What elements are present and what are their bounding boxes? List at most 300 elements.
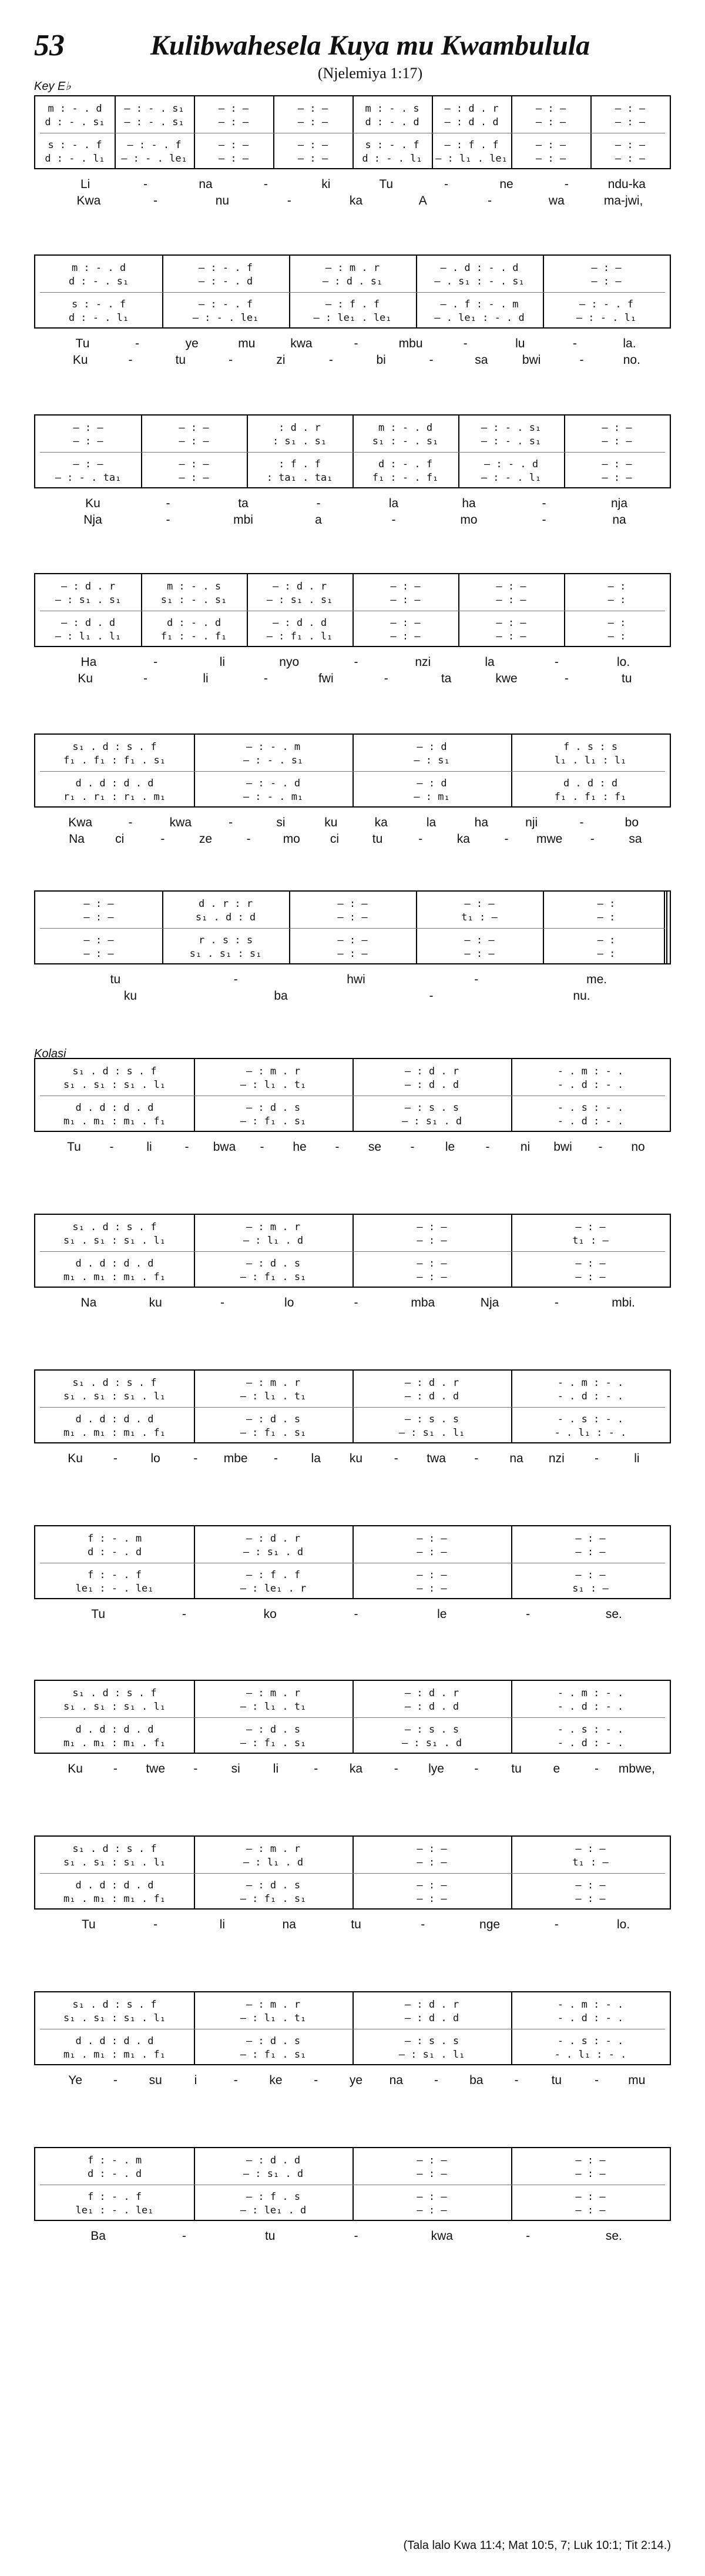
lyric-syllable: - [128, 353, 133, 367]
lyric-syllable: na [612, 513, 626, 527]
voice-row [35, 2012, 670, 2025]
note-group: — : — [83, 934, 114, 946]
note-group: — : — [179, 422, 209, 434]
note-group: — : d [417, 778, 447, 789]
note-group: s₁ . d : s . f [72, 741, 157, 753]
lyric-syllable: me. [586, 973, 607, 986]
note-group: t₁ : — [572, 1235, 609, 1247]
lyric-syllable: - [429, 353, 434, 367]
staff-box [34, 95, 671, 169]
lyric-syllable: - [128, 816, 133, 829]
lyric-syllable: ke [269, 2073, 283, 2087]
scripture-reference: (Njelemiya 1:17) [317, 65, 423, 82]
note-group: — : — [417, 1235, 447, 1247]
note-group: l₁ . l₁ : l₁ [554, 755, 627, 766]
lyric-syllable: na [199, 177, 213, 191]
lyric-syllable: su [149, 2073, 162, 2087]
lyric-syllable: - [109, 1140, 114, 1154]
lyric-line [34, 513, 671, 530]
voice-row [35, 947, 670, 960]
note-group: — : — [417, 1583, 447, 1594]
voice-divider [40, 452, 665, 453]
hymn-title: Kulibwahesela Kuya mu Kwambulula [150, 30, 590, 61]
note-group: : d . r [278, 422, 321, 434]
voice-row [35, 1426, 670, 1439]
note-group: — : m . r [246, 1843, 301, 1855]
lyric-syllable: na [389, 2073, 403, 2087]
lyric-syllable: - [182, 1607, 186, 1621]
music-system [34, 95, 671, 210]
note-group: — : [597, 948, 616, 960]
lyric-syllable: ka [456, 832, 470, 846]
lyric-syllable: sa [629, 832, 642, 846]
lyric-syllable: lye [428, 1762, 444, 1776]
lyric-syllable: - [384, 672, 388, 685]
lyric-syllable: mbi [233, 513, 253, 527]
lyric-syllable: - [504, 832, 509, 846]
note-group: — : — [83, 948, 114, 960]
voice-row [35, 897, 670, 910]
note-group: — : — [297, 103, 328, 115]
note-group: — : — [496, 581, 526, 592]
note-group: — : f . f [325, 299, 380, 310]
lyric-syllable: - [595, 1762, 599, 1776]
note-group: — : [597, 912, 616, 923]
note-group: d . d : d [563, 778, 618, 789]
note-group: — : — [417, 1569, 447, 1581]
staff-box [34, 2147, 671, 2221]
note-group: t₁ : — [461, 912, 498, 923]
note-group: — : — [575, 1880, 606, 1891]
lyric-syllable: nji [525, 816, 538, 829]
note-group: — : — [179, 436, 209, 447]
note-group: — : — [591, 262, 622, 274]
note-group: m : - . d [378, 422, 433, 434]
voice-divider [40, 928, 665, 929]
lyric-syllable: lo [150, 1452, 160, 1465]
note-group: - . d : - . [557, 1701, 624, 1713]
voice-row [35, 1998, 670, 2011]
lyric-syllable: Li [80, 177, 90, 191]
note-group: - . s : - . [557, 2035, 624, 2047]
lyric-syllable: si [276, 816, 286, 829]
note-group: — : — [417, 1258, 447, 1269]
note-group: — : — [73, 458, 103, 470]
lyric-syllable: ye [185, 337, 199, 350]
note-group: — : — [417, 1880, 447, 1891]
note-group: — : — [73, 422, 103, 434]
lyric-syllable: nzi [415, 655, 431, 669]
note-group: — : d . r [404, 1377, 459, 1389]
note-group: — : — [602, 458, 632, 470]
lyric-syllable: ta [238, 497, 249, 510]
note-group: d . d : d . d [75, 778, 154, 789]
note-group: — : - . l₁ [576, 312, 637, 324]
lyric-syllable: Nja [83, 513, 102, 527]
lyric-syllable: - [474, 1762, 479, 1776]
lyric-syllable: li [219, 1918, 226, 1931]
note-group: m₁ . m₁ : m₁ . f₁ [63, 1737, 166, 1749]
lyric-syllable: twe [146, 1762, 165, 1776]
note-group: — : - . le₁ [192, 312, 259, 324]
lyric-syllable: sa [475, 353, 488, 367]
note-group: — : — [464, 898, 495, 910]
note-group: — : — [535, 116, 566, 128]
lyric-line [34, 177, 671, 194]
lyric-syllable: Tu [379, 177, 394, 191]
lyric-syllable: nzi [548, 1452, 565, 1465]
lyric-syllable: ka [374, 816, 388, 829]
note-group: — : — [575, 2205, 606, 2216]
note-group: d : - . l₁ [45, 153, 105, 165]
note-group: — : d . d [61, 617, 116, 629]
note-group: s₁ . s₁ : s₁ . l₁ [63, 1857, 166, 1868]
note-group: — : — [575, 1258, 606, 1269]
lyric-syllable: ci [330, 832, 340, 846]
lyric-syllable: la. [623, 337, 636, 350]
note-group: m₁ . m₁ : m₁ . f₁ [63, 1893, 166, 1905]
lyric-syllable: - [554, 655, 559, 669]
note-group: d : - . d [87, 1546, 142, 1558]
note-group: — : d . s [246, 1258, 301, 1269]
note-group: - . m : - . [557, 1377, 624, 1389]
note-group: — : - . m [246, 741, 301, 753]
note-group: — : — [417, 2205, 447, 2216]
note-group: — : — [73, 436, 103, 447]
lyric-syllable: Ku [72, 353, 88, 367]
note-group: — : — [337, 948, 368, 960]
lyric-syllable: mbu [398, 337, 423, 350]
lyric-syllable: Tu [82, 1918, 96, 1931]
note-group: — : - . s₁ [124, 103, 184, 115]
note-group: — : s₁ . s₁ [266, 594, 333, 606]
lyric-syllable: li [203, 672, 209, 685]
lyric-syllable: na [282, 1918, 296, 1931]
lyric-line [34, 1452, 671, 1468]
note-group: — : s . s [404, 1413, 459, 1425]
lyric-syllable: - [394, 1452, 398, 1465]
voice-divider [40, 1873, 665, 1874]
note-group: — : s₁ . l₁ [398, 2049, 465, 2061]
note-group: s₁ . d : s . f [72, 1066, 157, 1077]
voice-row [35, 152, 670, 165]
note-group: — : — [337, 934, 368, 946]
lyric-syllable: Ha [80, 655, 97, 669]
voice-row [35, 1065, 670, 1078]
music-system [34, 1991, 671, 2090]
lyric-syllable: ba [274, 989, 288, 1003]
note-group: s₁ . d : s . f [72, 1999, 157, 2011]
lyric-syllable: Ye [68, 2073, 83, 2087]
note-group: — : s₁ . d [401, 1737, 462, 1749]
voice-divider [40, 1407, 665, 1408]
lyric-syllable: lo. [617, 1918, 630, 1931]
lyric-syllable: se [368, 1140, 382, 1154]
note-group: — : — [417, 1857, 447, 1868]
voice-row [35, 1856, 670, 1869]
lyric-syllable: ka [349, 194, 363, 207]
lyric-syllable: - [444, 177, 449, 191]
note-group: d : - . s₁ [45, 116, 105, 128]
voice-row [35, 1221, 670, 1234]
lyric-syllable: - [229, 353, 233, 367]
voice-row [35, 777, 670, 790]
lyric-syllable: A [418, 194, 427, 207]
note-group: — : — [615, 153, 646, 165]
lyric-syllable: no [631, 1140, 645, 1154]
note-group: - . l₁ : - . [554, 1427, 627, 1439]
note-group: — : - . m₁ [243, 791, 304, 803]
lyric-syllable: li [146, 1140, 152, 1154]
note-group: — : d . s [246, 2035, 301, 2047]
note-group: — : — [417, 1271, 447, 1283]
lyric-syllable: Kwa [68, 816, 93, 829]
note-group: — : s₁ . d [401, 1116, 462, 1127]
lyric-line [34, 989, 671, 1006]
music-system [34, 1214, 671, 1312]
note-group: — : d . s₁ [322, 276, 383, 287]
lyric-syllable: fwi [318, 672, 334, 685]
note-group: d : - . d [365, 116, 419, 128]
lyric-syllable: - [354, 337, 358, 350]
note-group: - . d : - . [557, 2012, 624, 2024]
note-group: d : - . l₁ [362, 153, 422, 165]
voice-row [35, 1115, 670, 1128]
lyric-syllable: la [426, 816, 437, 829]
note-group: — . le₁ : - . d [434, 312, 525, 324]
lyric-syllable: mbe [223, 1452, 248, 1465]
note-group: — : d [417, 741, 447, 753]
lyric-syllable: - [182, 2229, 186, 2243]
music-system [34, 2147, 671, 2246]
voice-row [35, 1101, 670, 1114]
note-group: f₁ . f₁ : f₁ [554, 791, 627, 803]
note-group: d . d : d . d [75, 1413, 154, 1425]
note-group: — : f₁ . l₁ [266, 631, 333, 642]
voice-row [35, 594, 670, 607]
note-group: — : d . r [404, 1999, 459, 2011]
lyric-syllable: - [314, 1762, 318, 1776]
note-group: — : d . r [61, 581, 116, 592]
voice-row [35, 2190, 670, 2203]
lyric-syllable: - [554, 1918, 559, 1931]
lyric-syllable: Ku [68, 1762, 83, 1776]
lyric-syllable: nge [479, 1918, 501, 1931]
lyric-syllable: - [514, 2073, 519, 2087]
lyric-syllable: le [437, 1607, 447, 1621]
note-group: — : — [575, 1569, 606, 1581]
voice-row [35, 1879, 670, 1892]
note-group: — : f₁ . s₁ [240, 1893, 307, 1905]
note-group: m : - . d [71, 262, 126, 274]
lyric-syllable: ku [349, 1452, 363, 1465]
note-group: - . d : - . [557, 1391, 624, 1402]
note-group: — : f . s [246, 2191, 301, 2203]
voice-row [35, 1569, 670, 1582]
lyric-syllable: - [246, 832, 251, 846]
note-group: — : - . s₁ [481, 436, 542, 447]
voice-row [35, 2048, 670, 2061]
lyric-syllable: - [166, 513, 170, 527]
lyric-syllable: ki [321, 177, 331, 191]
lyric-syllable: - [233, 973, 238, 986]
lyric-syllable: Na [69, 832, 85, 846]
lyric-syllable: ha [474, 816, 489, 829]
note-group: — : [597, 934, 616, 946]
music-system [34, 733, 671, 849]
voice-row [35, 1257, 670, 1270]
lyric-syllable: Kwa [76, 194, 101, 207]
note-group: — : — [615, 103, 646, 115]
lyric-syllable: - [354, 1296, 358, 1309]
note-group: — : f . f [246, 1569, 301, 1581]
note-group: — : [607, 581, 626, 592]
note-group: s₁ . s₁ : s₁ . l₁ [63, 1391, 166, 1402]
lyric-syllable: nu. [573, 989, 590, 1003]
lyric-syllable: mo [283, 832, 300, 846]
staff-box [34, 414, 671, 488]
note-group: - . m : - . [557, 1066, 624, 1077]
lyric-syllable: hwi [347, 973, 365, 986]
lyric-syllable: tu [551, 2073, 562, 2087]
lyric-syllable: se. [605, 1607, 622, 1621]
lyric-syllable: - [153, 194, 158, 207]
lyric-syllable: kwe [495, 672, 518, 685]
note-group: - . s : - . [557, 1724, 624, 1736]
note-group: — : d . s [246, 1880, 301, 1891]
lyric-syllable: - [394, 1762, 398, 1776]
note-group: — : — [390, 617, 421, 629]
lyric-syllable: ha [462, 497, 476, 510]
note-group: — : f₁ . s₁ [240, 1271, 307, 1283]
note-group: — : — [535, 103, 566, 115]
music-system [34, 1525, 671, 1624]
lyric-syllable: - [113, 2073, 118, 2087]
note-group: f₁ : - . f₁ [160, 631, 227, 642]
note-group: d : - . l₁ [68, 312, 129, 324]
note-group: — : - . s₁ [243, 755, 304, 766]
note-group: - . m : - . [557, 1999, 624, 2011]
staff-box [34, 1991, 671, 2065]
lyric-syllable: ma-jwi, [603, 194, 643, 207]
note-group: — : d . d [404, 1701, 459, 1713]
lyric-syllable: li [273, 1762, 279, 1776]
note-group: - . m : - . [557, 1687, 624, 1699]
note-group: — : — [496, 631, 526, 642]
note-group: f₁ . f₁ : f₁ . s₁ [63, 755, 166, 766]
note-group: — : [607, 594, 626, 606]
lyric-line [34, 832, 671, 849]
note-group: — : l₁ . l₁ [55, 631, 122, 642]
note-group: : f . f [278, 458, 321, 470]
note-group: — : f₁ . s₁ [240, 1116, 307, 1127]
voice-row [35, 1271, 670, 1284]
lyric-syllable: Ku [68, 1452, 83, 1465]
voice-row [35, 471, 670, 484]
voice-divider [40, 1717, 665, 1718]
note-group: m : - . s [365, 103, 419, 115]
lyric-syllable: le [445, 1140, 455, 1154]
note-group: — : - . d [198, 276, 253, 287]
music-system [34, 573, 671, 688]
lyric-syllable: - [429, 989, 434, 1003]
lyric-syllable: ye [349, 2073, 363, 2087]
lyric-syllable: - [579, 816, 584, 829]
voice-row [35, 580, 670, 593]
lyric-syllable: Ku [78, 672, 93, 685]
lyric-syllable: no. [623, 353, 640, 367]
note-group: — : — [417, 1843, 447, 1855]
voice-row [35, 911, 670, 924]
voice-row [35, 630, 670, 643]
note-group: m₁ . m₁ : m₁ . f₁ [63, 2049, 166, 2061]
note-group: m₁ . m₁ : m₁ . f₁ [63, 1116, 166, 1127]
note-group: — : - . d [246, 778, 301, 789]
lyric-syllable: - [474, 1452, 479, 1465]
lyric-syllable: wa [548, 194, 565, 207]
voice-row [35, 1843, 670, 1855]
note-group: — : — [417, 2168, 447, 2180]
lyric-syllable: - [263, 177, 268, 191]
lyric-syllable: mu [238, 337, 256, 350]
lyric-line [34, 672, 671, 688]
lyric-line [34, 2229, 671, 2246]
voice-row [35, 458, 670, 471]
note-group: — : d . r [246, 1533, 301, 1545]
note-group: : s₁ . s₁ [272, 436, 327, 447]
lyric-syllable: - [354, 2229, 358, 2243]
note-group: — : m . r [246, 1221, 301, 1233]
staff-box [34, 733, 671, 808]
lyric-syllable: mu [628, 2073, 646, 2087]
lyric-syllable: kwa [169, 816, 192, 829]
voice-row [35, 617, 670, 629]
lyric-syllable: ni [520, 1140, 531, 1154]
note-group: le₁ : - . le₁ [75, 1583, 154, 1594]
note-group: f . s : s [563, 741, 618, 753]
lyric-syllable: Nja [480, 1296, 499, 1309]
music-system [34, 414, 671, 530]
lyric-line [34, 497, 671, 513]
voice-row [35, 435, 670, 448]
note-group: — : — [337, 912, 368, 923]
note-group: — : s . s [404, 1102, 459, 1114]
note-group: — : - . f [198, 262, 253, 274]
note-group: — : d . r [404, 1066, 459, 1077]
lyric-syllable: twa [427, 1452, 446, 1465]
note-group: m₁ . m₁ : m₁ . f₁ [63, 1427, 166, 1439]
lyric-syllable: e [553, 1762, 560, 1776]
note-group: — : - . l₁ [481, 472, 542, 484]
voice-row [35, 934, 670, 947]
lyric-syllable: - [354, 655, 358, 669]
voice-row [35, 2035, 670, 2048]
note-group: — : s₁ [414, 755, 450, 766]
note-group: — : m . r [246, 1377, 301, 1389]
lyric-syllable: nja [610, 497, 628, 510]
lyric-syllable: ku [324, 816, 338, 829]
lyric-syllable: ze [199, 832, 213, 846]
lyric-syllable: - [143, 672, 148, 685]
note-group: — : d . s [246, 1413, 301, 1425]
lyric-syllable: tu [351, 1918, 361, 1931]
staff-box [34, 1058, 671, 1132]
note-group: s : - . f [48, 139, 102, 151]
lyric-syllable: Ku [85, 497, 100, 510]
note-group: — : — [417, 1533, 447, 1545]
voice-divider [40, 1251, 665, 1252]
voice-row [35, 790, 670, 803]
